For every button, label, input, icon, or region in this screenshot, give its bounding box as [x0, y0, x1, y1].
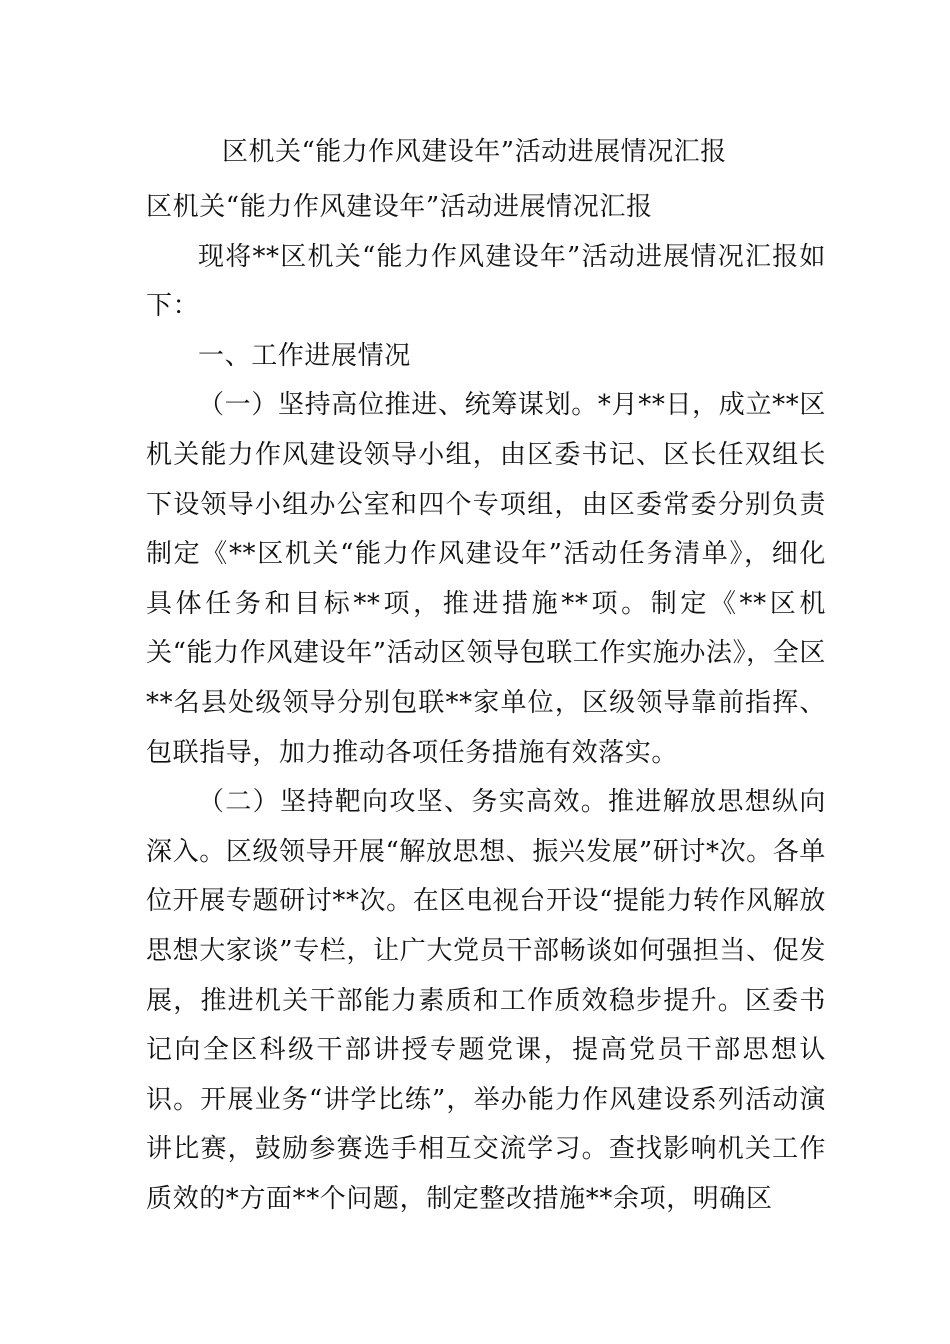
document-subtitle: 区机关“能力作风建设年”活动进展情况汇报	[146, 192, 653, 222]
intro-paragraph: 现将**区机关“能力作风建设年”活动进展情况汇报如下：	[146, 241, 826, 322]
body-paragraph-2: （二）坚持靶向攻坚、务实高效。推进解放思想纵向深入。区级领导开展“解放思想、振兴发展”研讨*次。各单位开展专题研讨**次。在区电视台开设“提能力转作风解放思想大家谈”专栏，让广大党员干部畅谈如何强担当、促发展，推进机关干部能力素质和工作质效稳步提升。区委书记向全区科级干部讲授专题党课，提高党员干部思想认识。开展业务“讲学比练”，举办能力作风建设系列活动演讲比赛，鼓励参赛选手相互交流学习。查找影响机关工作质效的*方面**个问题，制定整改措施**余项，明确区	[146, 787, 826, 1214]
document-body	[146, 183, 826, 1224]
document-title: 区机关“能力作风建设年”活动进展情况汇报	[222, 137, 727, 167]
body-paragraph-1: （一）坚持高位推进、统筹谋划。*月**日，成立**区机关能力作风建设领导小组，由区委书记、区长任双组长下设领导小组办公室和四个专项组，由区委常委分别负责制定《**区机关“能力作风建设年”活动任务清单》，细化具体任务和目标**项，推进措施**项。制定《**区机关“能力作风建设年”活动区领导包联工作实施办法》，全区**名县处级领导分别包联**家单位，区级领导靠前指挥、包联指导，加力推动各项任务措施有效落实。	[146, 390, 826, 768]
section-heading: 一、工作进展情况	[198, 340, 411, 371]
